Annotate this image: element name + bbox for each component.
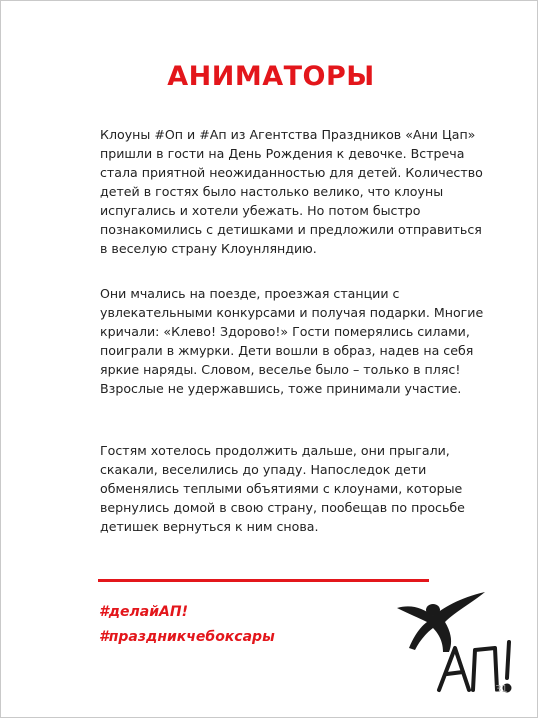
page-number: 31 xyxy=(495,684,508,695)
hashtag-prazdnik-cheboksary: #праздникчебоксары xyxy=(99,629,275,645)
paragraph-1: Клоуны #Оп и #Ап из Агентства Праздников «Ани Цап» пришли в гости на День Рождения к девочке. Встреча стала приятной неожиданностью для детей. Количество детей в гостях было настолько велико, что клоуны испугались и хотели убежать. Но потом быстро познакомились с детишками и предложили отправиться в веселую страну Клоунляндию. xyxy=(100,127,483,256)
page-title: АНИМАТОРЫ xyxy=(167,61,375,92)
paragraph-2: Они мчались на поезде, проезжая станции с увлекательными конкурсами и получая подарки. Многие кричали: «Клево! Здорово!» Гости померялись силами, поиграли в жмурки. Дети вошли в образ, надев на себя яркие наряды. Словом, веселье было – только в пляс! Взрослые не удержавшись, тоже принимали участие. xyxy=(100,286,484,396)
dancer-figure xyxy=(397,592,485,652)
paragraph-3: Гостям хотелось продолжить дальше, они прыгали, скакали, веселились до упаду. Напоследок дети обменялись теплыми объятиями с клоунами, которые вернулись домой в свою страну, пообещав по просьбе детишек вернуться к ним снова. xyxy=(100,443,465,534)
ap-logo xyxy=(389,586,529,696)
red-divider xyxy=(98,579,429,582)
hashtag-delai-ap: #делайАП! xyxy=(99,604,188,620)
